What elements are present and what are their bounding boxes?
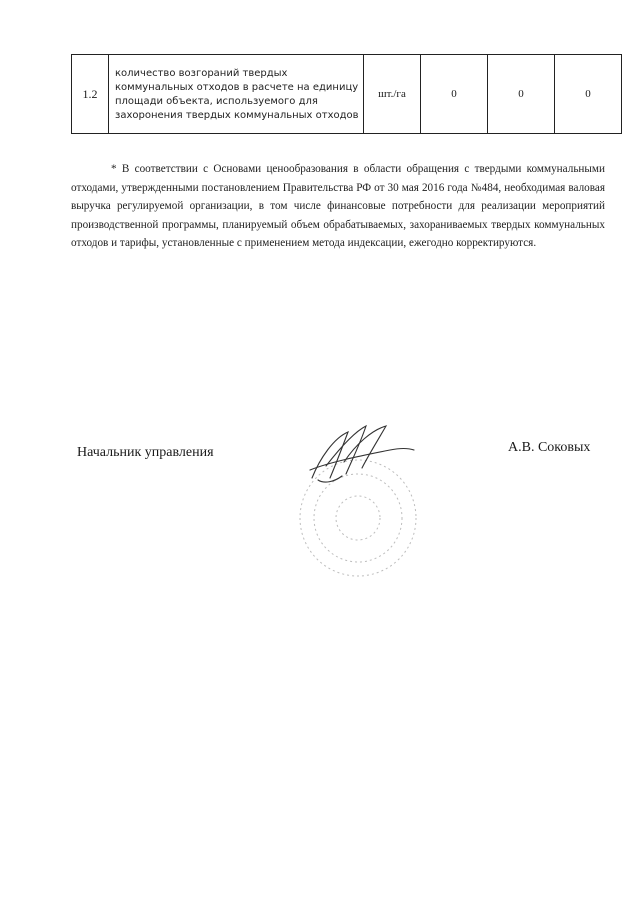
row-value-1: 0 bbox=[421, 55, 488, 134]
row-value-3: 0 bbox=[555, 55, 622, 134]
indicators-table bbox=[71, 54, 622, 134]
row-number: 1.2 bbox=[72, 55, 109, 134]
stamp-seal bbox=[300, 460, 416, 576]
row-unit: шт./га bbox=[364, 55, 421, 134]
row-description: количество возгораний твердых коммунальных отходов в расчете на единицу площади объекта, используемого для захоронения твердых коммунальных отходов bbox=[109, 55, 364, 134]
handwritten-signature bbox=[310, 426, 414, 482]
signatory-name: А.В. Соковых bbox=[508, 440, 591, 455]
signatory-position: Начальник управления bbox=[77, 445, 214, 460]
footnote-text: * В соответствии с Основами ценообразования в области обращения с твердыми коммунальными отходами, утвержденными постановлением Правительства РФ от 30 мая 2016 года №484, необходимая валовая выручка регулируемой организации, в том числе финансовые потребности для реализации мероприятий производственной программы, планируемый объем обрабатываемых, захораниваемых твердых коммунальных отходов и тарифы, установленные с применением метода индексации, ежегодно корректируются. bbox=[71, 163, 605, 250]
row-value-2: 0 bbox=[488, 55, 555, 134]
table-row bbox=[72, 55, 622, 134]
signature-and-stamp bbox=[290, 418, 430, 588]
footnote bbox=[71, 160, 605, 253]
